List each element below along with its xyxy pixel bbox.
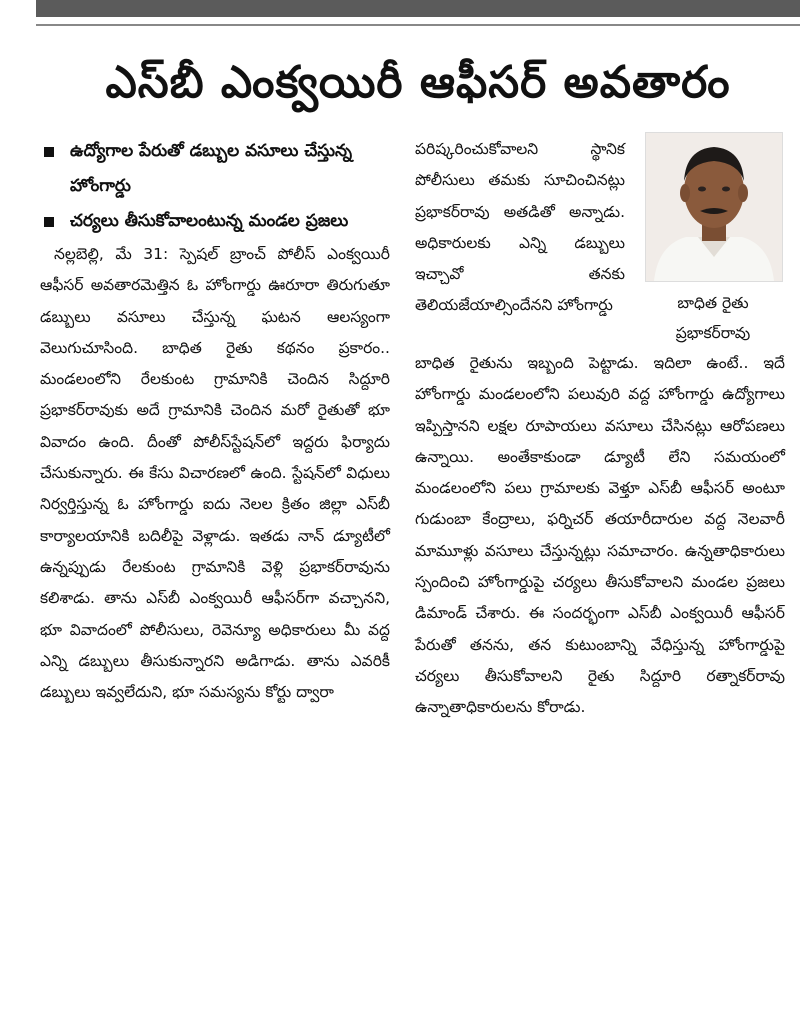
bullet-text-2: చర్యలు తీసుకోవాలంటున్న మండల ప్రజలు <box>70 211 349 231</box>
bullet-square-icon <box>44 217 54 227</box>
caption-line-1: బాధిత రైతు <box>677 294 749 312</box>
bullet-square-icon <box>44 147 54 157</box>
left-column <box>40 134 390 708</box>
bullet-text-1: ఉద్యోగాల పేరుతో డబ్బుల వసూలు చేస్తున్న హోంగార్డు <box>70 141 353 196</box>
caption-line-2: ప్రభాకర్‌రావు <box>675 324 751 342</box>
portrait-illustration <box>646 133 782 281</box>
article-body-left <box>40 239 390 708</box>
right-column-top-text: పరిష్కరించుకోవాలని స్థానిక పోలీసులు తమకు సూచించినట్లు ప్రభాకర్‌రావు అతడితో అన్నాడు. అధికారులకు ఎన్ని డబ్బులు ఇచ్చావో తనకు తెలియజేయాల్సిందేనని హోంగార్డు <box>415 140 625 315</box>
headline: ఎస్‌బీ ఎంక్వయిరీ ఆఫీసర్‌ అవతారం <box>105 57 731 108</box>
portrait-photo <box>645 132 783 282</box>
right-top-row <box>415 134 785 348</box>
right-column <box>415 134 785 724</box>
top-rule <box>36 0 800 17</box>
photo-box <box>645 132 785 348</box>
title-rule <box>36 24 800 26</box>
left-column-text: నల్లబెల్లి, మే 31: స్పెషల్‌ బ్రాంచ్‌ పోలీస్‌ ఎంక్వయిరీ ఆఫీసర్‌ అవతారమెత్తిన ఓ హోంగార్డు ఊరూరా తిరుగుతూ డబ్బులు వసూలు చేస్తున్న ఘటన ఆలస్యంగా వెలుగుచూసింది. బాధిత రైతు కథనం ప్రకారం.. మండలంలోని రేలకుంట గ్రామానికి చెందిన సిద్దూరి ప్రభాకర్‌రావుకు అదే గ్రామానికి చెందిన మరో రైతుతో భూ వివాదం ఉంది. దీంతో పోలీస్‌స్టేషన్‌లో ఇద్దరు ఫిర్యాదు చేసుకున్నారు. ఈ కేసు విచారణలో ఉంది. స్టేషన్‌లో విధులు నిర్వర్తిస్తున్న ఓ హోంగార్డు ఐదు నెలల క్రితం జిల్లా ఎస్‌బీ కార్యాలయానికి బదిలీపై వెళ్లాడు. ఇతడు నాన్‌ డ్యూటీలో ఉన్నప్పుడు రేలకుంట గ్రామానికి వెళ్లి ప్రభాకర్‌రావును కలిశాడు. తాను ఎస్‌బీ ఎంక్వయిరీ ఆఫీసర్‌గా వచ్చానని, భూ వివాదంలో పోలీసులు, రెవెన్యూ అధికారులు మీ వద్ద ఎన్ని డబ్బులు తీసుకున్నారని అడిగాడు. తాను ఎవరికీ డబ్బులు ఇవ్వలేదుని, భూ సమస్యను కోర్టు ద్వారా <box>40 245 390 702</box>
bullet-item-2 <box>40 204 390 239</box>
bullet-item-1 <box>40 134 390 204</box>
right-column-text: బాధిత రైతును ఇబ్బంది పెట్టాడు. ఇదిలా ఉంటే.. ఇదే హోంగార్డు మండలంలోని పలువురి వద్ద హోంగార్డు ఉద్యోగాలు ఇప్పిస్తానని లక్షల రూపాయలు వసూలు చేసినట్లు ఆరోపణలు ఉన్నాయి. అంతేకాకుండా డ్యూటీ లేని సమయంలో మండలంలోని పలు గ్రామాలకు వెళ్తూ ఎస్‌బీ ఆఫీసర్‌ అంటూ గుడుంబా కేంద్రాలు, ఫర్నిచర్‌ తయారీదారుల వద్ద నెలవారీ మామూళ్లు వసూలు చేస్తున్నట్లు సమాచారం. ఉన్నతాధికారులు స్పందించి హోంగార్డుపై చర్యలు తీసుకోవాలని మండల ప్రజలు డిమాండ్‌ చేశారు. ఈ సందర్భంగా ఎస్‌బీ ఎంక్వయిరీ ఆఫీసర్‌ పేరుతో తనను, తన కుటుంబాన్ని వేధిస్తున్న హోంగార్డుపై చర్యలు తీసుకోవాలని రైతు సిద్దూరి రత్నాకర్‌రావు ఉన్నాతాధికారులను కోరాడు. <box>415 354 785 717</box>
photo-caption <box>645 288 781 348</box>
